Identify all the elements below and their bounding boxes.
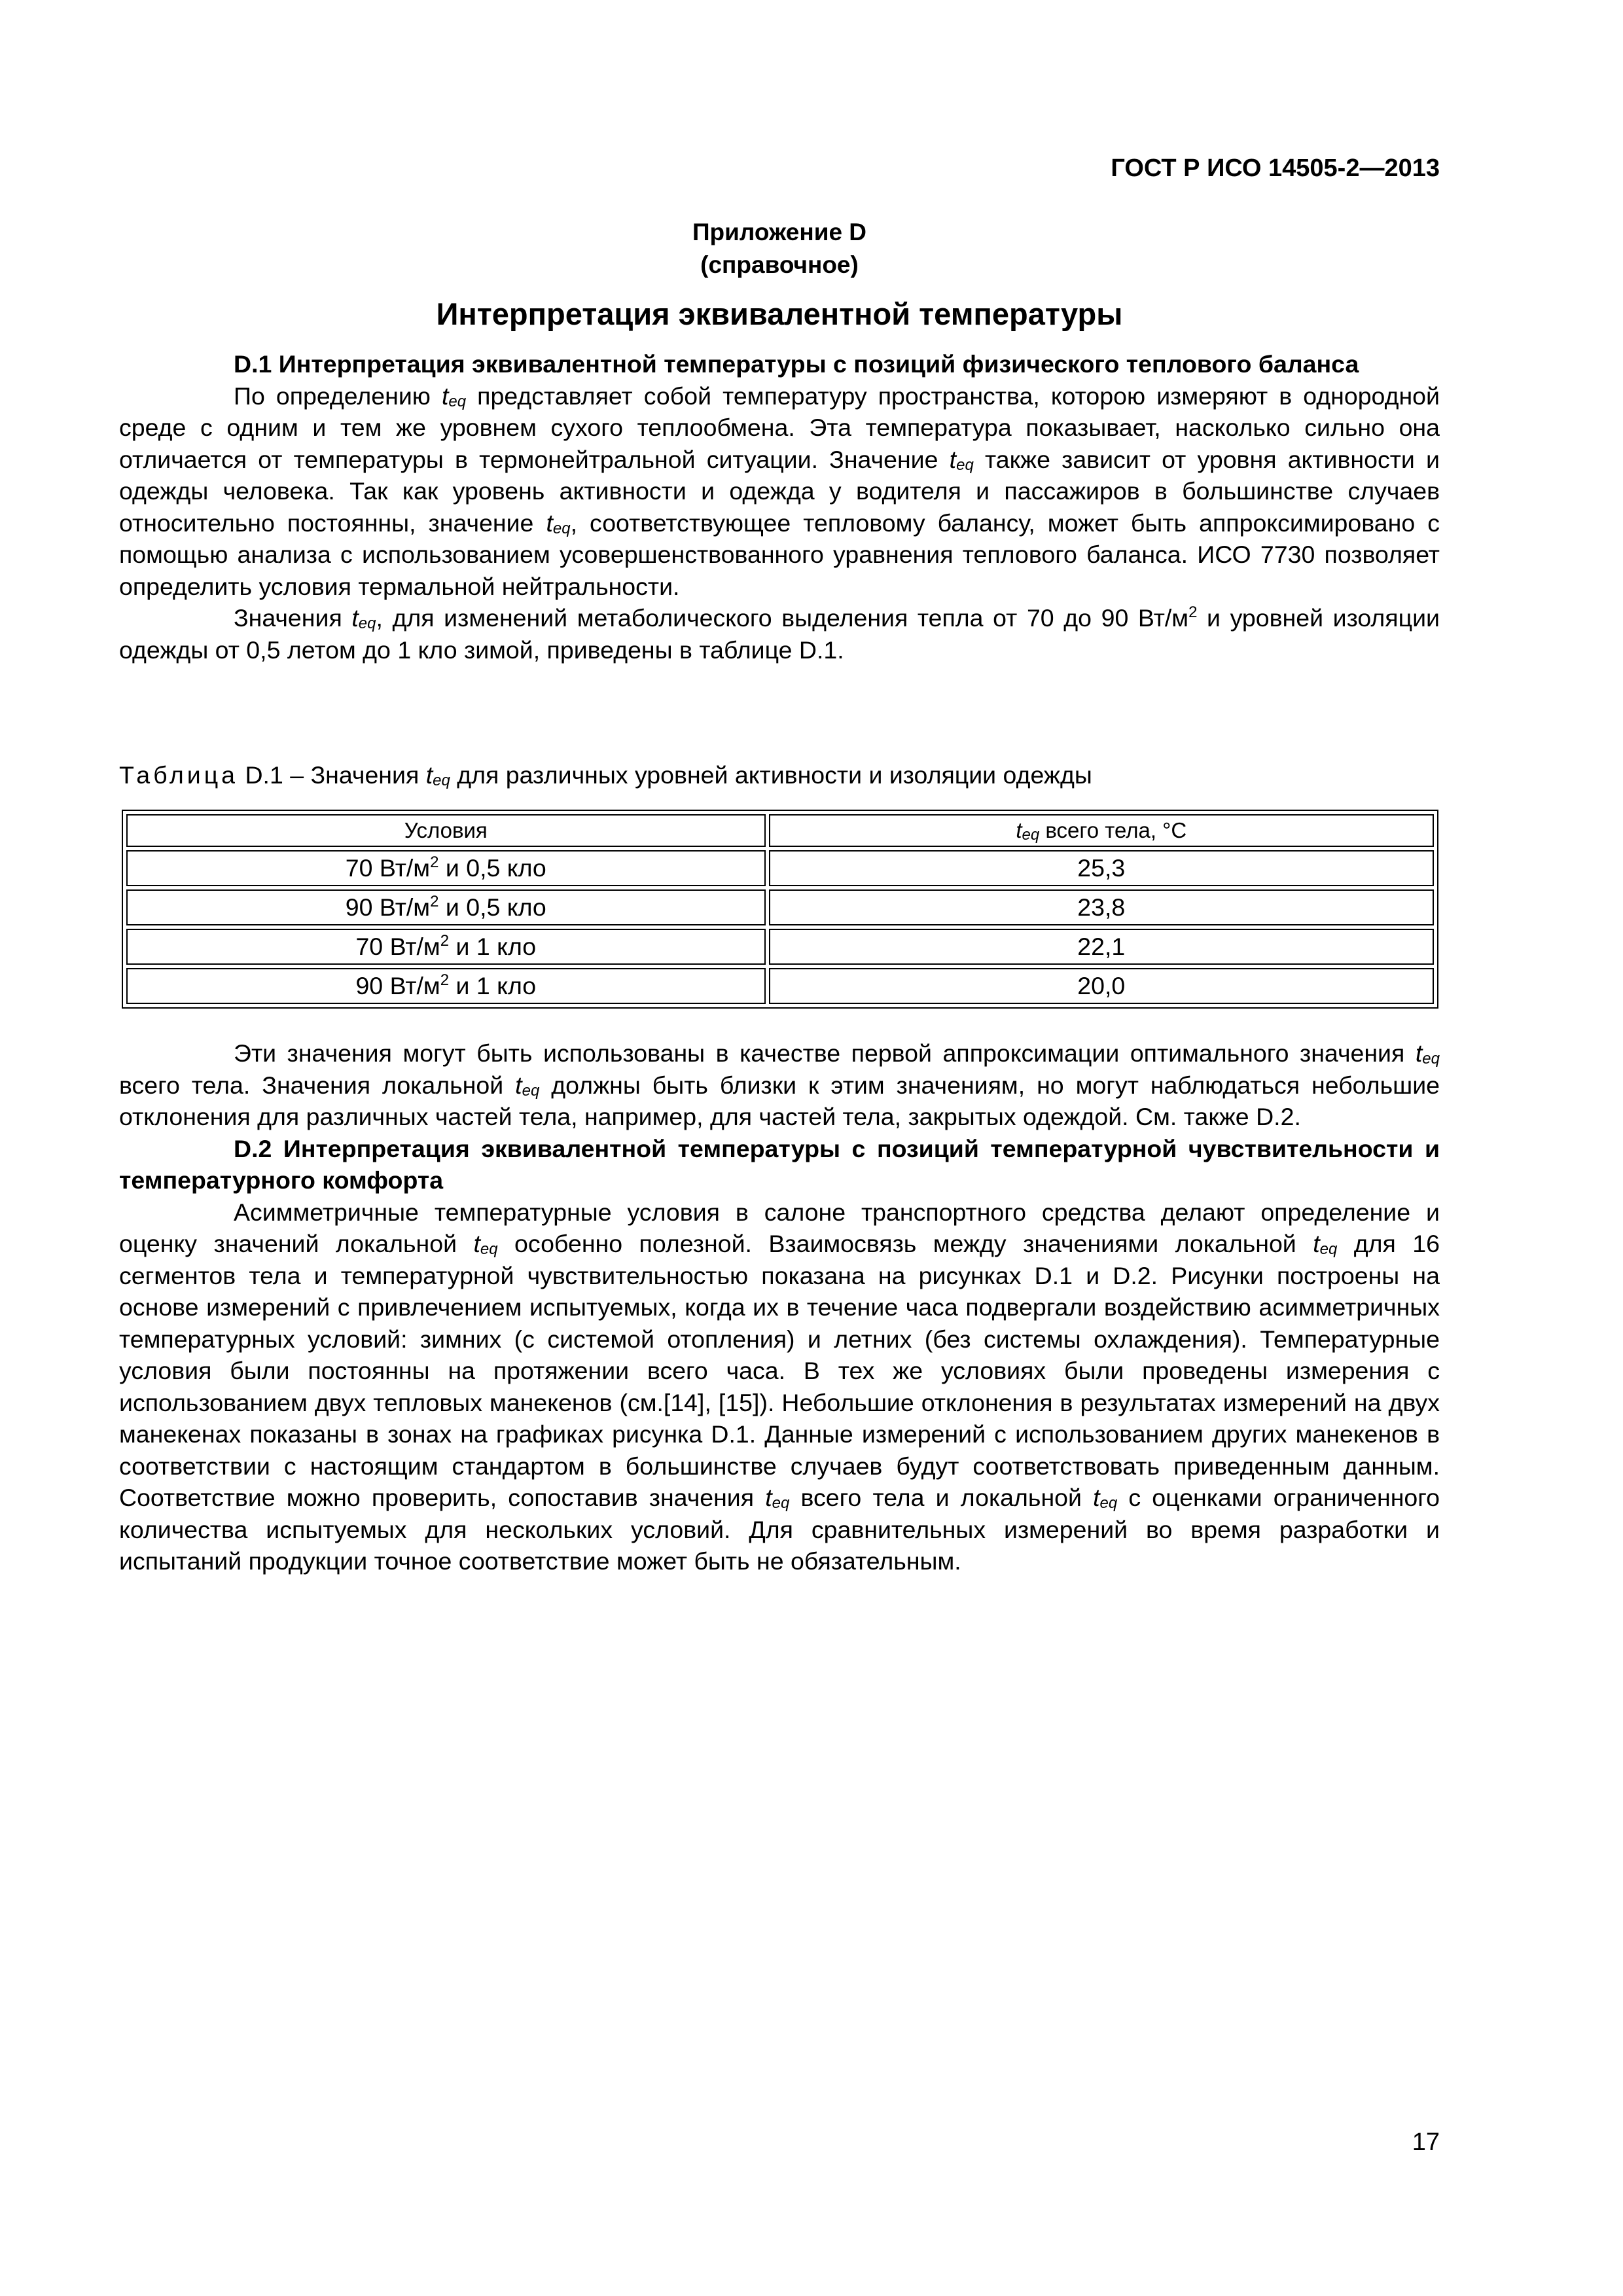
table-header-row (126, 814, 1434, 847)
teq-symbol: $t_{eq}$ (425, 761, 450, 789)
teq-symbol: $t_{eq}$ (1093, 1484, 1118, 1512)
column-header-conditions: Условия (126, 814, 766, 847)
teq-symbol: $t_{eq}$ (515, 1071, 540, 1100)
table-cell-value: 20,0 (769, 968, 1434, 1004)
table-row (126, 968, 1434, 1004)
table-cell-condition: 70 $Вт/м^2$ и 1 кло (126, 929, 766, 965)
teq-symbol: $t_{eq}$ (1415, 1039, 1440, 1067)
table-row (126, 889, 1434, 925)
paragraph: Значения $t_{eq}$, для изменений метаболического выделения тепла от 70 до 90 $Вт/м^2$ и уровней изоляции одежды от 0,5 летом до 1 кло зимой, приведены в таблице D.1. (119, 603, 1440, 664)
paragraph: Эти значения могут быть использованы в качестве первой аппроксимации оптимального значения $t_{eq}$ всего тела. Значения локальной $t_{eq}$ должны быть близки к этим значениям, но могут наблюдаться небольшие отклонения для различных частей тела, например, для частей тела, закрытых одеждой. См. также D.2. (119, 1039, 1440, 1130)
paragraph: Асимметричные температурные условия в салоне транспортного средства делают определение и оценку значений локальной $t_{eq}$ особенно полезной. Взаимосвязь между значениями локальной $t_{eq}$ для 16 сегментов тела и температурной чувствительностью показана на рисунках D.1 и D.2. Рисунки построены на основе измерений с привлечением испытуемых, когда их в течение часа подвергали воздействию асимметричных температурных условий: зимних (с системой отопления) и летних (без системы охлаждения). Температурные условия были постоянны на протяжении всего часа. В тех же условиях были проведены измерения с использованием двух тепловых манекенов (см.[14], [15]). Небольшие отклонения в результатах измерений на двух манекенах показаны в зонах на графиках рисунка D.1. Данные измерений с использованием других манекенов в соответствии с настоящим стандартом в большинстве случаев будут соответствовать приведенным данным. Соответствие можно проверить, сопоставив значения $t_{eq}$ всего тела и локальной $t_{eq}$ с оценками ограниченного количества испытуемых для нескольких условий. Для сравнительных измерений во время разработки и испытаний продукции точное соответствие может быть не обязательным. (119, 1198, 1440, 1575)
annex-label: Приложение D (692, 219, 867, 245)
column-header-teq: $t_{eq}$ всего тела, °С (769, 814, 1434, 847)
page-title: Интерпретация эквивалентной температуры (436, 296, 1123, 331)
table-cell-condition: 90 $Вт/м^2$ и 1 кло (126, 968, 766, 1004)
teq-symbol: $t_{eq}$ (949, 445, 974, 474)
table-cell-value: 22,1 (769, 929, 1434, 965)
section-d1-heading: D.1 Интерпретация эквивалентной температуры с позиций физического теплового баланса (234, 350, 1359, 378)
annex-heading (119, 216, 1440, 281)
teq-symbol: $t_{eq}$ (546, 509, 571, 537)
table-row (126, 929, 1434, 965)
section-d2-heading: D.2 Интерпретация эквивалентной температуры с позиций температурной чувствительности и температурного комфорта (119, 1134, 1440, 1194)
table-cell-condition: 90 $Вт/м^2$ и 0,5 кло (126, 889, 766, 925)
annex-status: (справочное) (700, 251, 859, 278)
page-number: 17 (1412, 2128, 1440, 2156)
table-cell-condition: 70 $Вт/м^2$ и 0,5 кло (126, 850, 766, 886)
table-caption: Таблица D.1 – Значения $t_{eq}$ для различных уровней активности и изоляции одежды (119, 761, 1092, 789)
teq-symbol: $t_{eq}$ (1313, 1230, 1338, 1258)
teq-symbol: $t_{eq}$ (765, 1484, 790, 1512)
teq-symbol: $t_{eq}$ (442, 382, 467, 410)
teq-values-table (122, 810, 1438, 1009)
table-cell-value: 23,8 (769, 889, 1434, 925)
section-d1 (119, 348, 1440, 666)
standard-designation: ГОСТ Р ИСО 14505-2—2013 (1111, 154, 1440, 182)
teq-symbol: $t_{eq}$ (473, 1230, 498, 1258)
paragraph: По определению $t_{eq}$ представляет собой температуру пространства, которою измеряют в однородной среде с одним и тем же уровнем сухого теплообмена. Эта температура показывает, насколько сильно она отличается от температуры в термонейтральной ситуации. Значение $t_{eq}$ также зависит от уровня активности и одежды человека. Так как уровень активности и одежда у водителя и пассажиров в большинстве случаев относительно постоянны, значение $t_{eq}$, соответствующее тепловому балансу, может быть аппроксимировано с помощью анализа с использованием усовершенствованного уравнения теплового баланса. ИСО 7730 позволяет определить условия термальной нейтральности. (119, 382, 1440, 600)
table-cell-value: 25,3 (769, 850, 1434, 886)
teq-symbol: $t_{eq}$ (351, 604, 376, 632)
section-d2 (119, 1037, 1440, 1577)
table-row (126, 850, 1434, 886)
